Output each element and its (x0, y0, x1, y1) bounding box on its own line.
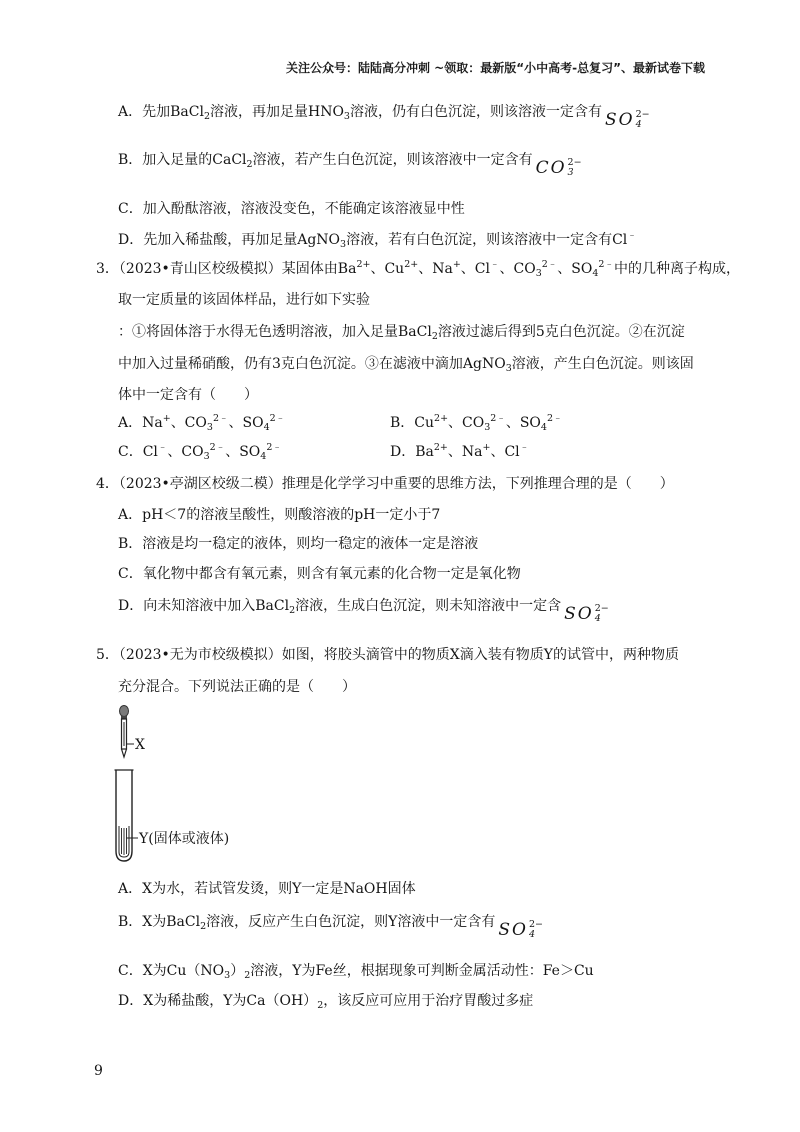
text-run: C．氧化物中都含有氧元素，则含有氧元素的化合物一定是氧化物 (118, 566, 521, 582)
text-run: 、CO (167, 444, 204, 460)
superscript: + (452, 259, 461, 270)
dropper-tip (122, 749, 127, 757)
ion-formula (536, 158, 582, 178)
q3-stem-line-3 (118, 323, 685, 341)
text-run: A．pH＜7的溶液呈酸性，则酸溶液的pH一定小于7 (118, 507, 441, 523)
text-run: C．Cl (118, 444, 158, 460)
text-run: 溶液，仍有白色沉淀，则该溶液一定含有 (349, 104, 602, 120)
text-run: B．Cu (390, 415, 435, 431)
text-run: 5．（2023•无为市校级模拟）如图，将胶头滴管中的物质X滴入装有物质Y的试管中，两种物质 (96, 647, 680, 663)
ion-symbol: SO (564, 604, 594, 624)
subscript: 3 (224, 970, 231, 981)
text-run: 中加入过量稀硝酸，仍有3克白色沉淀。③在滤液中滴加AgNO (118, 356, 506, 372)
ion-subscript: 4 (594, 613, 601, 624)
q3-option-c (118, 443, 282, 461)
q4-option-a (118, 506, 440, 524)
ion-script-stack (529, 920, 543, 940)
text-run: 中的几种离子构成， (613, 261, 740, 277)
text-run: 、Na (447, 444, 483, 460)
superscript: 2﹣ (490, 413, 506, 424)
q2-option-c (118, 200, 465, 218)
text-run: B．溶液是均一稳定的液体，则均一稳定的液体一定是溶液 (118, 536, 479, 552)
superscript: 2﹣ (269, 413, 286, 424)
subscript: 3 (484, 422, 491, 433)
q5-stem-line-1 (96, 646, 679, 664)
ion-charge: 2− (528, 919, 543, 930)
text-run: 溶液，若产生白色沉淀，则该溶液中一定含有 (252, 152, 533, 168)
header-notice: 关注公众号：陆陆高分冲刺 ~领取：最新版“小中高考-总复习”、最新试卷下载 (286, 61, 705, 75)
subscript: 2 (431, 331, 438, 342)
dropper-bulb (120, 706, 129, 717)
superscript: 2+ (356, 259, 371, 270)
superscript: ﹣ (489, 259, 500, 270)
superscript: + (162, 413, 171, 424)
subscript: 2 (244, 970, 251, 981)
text-run: 、Cl (460, 261, 490, 277)
text-run: 、SO (225, 444, 261, 460)
text-run: 4．（2023•亭湖区校级二模）推理是化学学习中重要的思维方法，下列推理合理的是（ ） (96, 476, 674, 492)
y-label: Y(固体或液体) (139, 831, 230, 847)
text-run: 、SO (228, 415, 264, 431)
q4-option-d (118, 597, 609, 624)
ion-script-stack (568, 158, 582, 178)
q3-option-b (390, 414, 563, 432)
subscript: 2 (289, 605, 296, 616)
superscript: 2﹣ (212, 413, 229, 424)
text-run: 体中一定含有（ ） (118, 387, 258, 403)
subscript: 4 (263, 422, 270, 433)
ion-formula (498, 920, 543, 940)
subscript: 4 (592, 268, 599, 279)
text-run: 、Cl (490, 444, 520, 460)
superscript: 2﹣ (598, 259, 614, 270)
q3-stem-line-2 (118, 291, 370, 309)
dropper-test-tube-figure (100, 700, 270, 870)
q4-option-c (118, 565, 521, 583)
text-run: 溶液，Y为Fe丝，根据现象可判断金属活动性：Fe＞Cu (250, 963, 594, 979)
text-run: 溶液过滤后得到5克白色沉淀。②在沉淀 (437, 324, 685, 340)
superscript: 2+ (404, 259, 419, 270)
q2-option-b (118, 151, 582, 178)
text-run: 溶液，产生白色沉淀。则该固 (511, 356, 694, 372)
text-run: ） (230, 963, 245, 979)
text-run: C．X为Cu（NO (118, 963, 225, 979)
superscript: ﹣ (519, 442, 530, 453)
q3-option-a (118, 414, 285, 432)
q3-option-d (390, 443, 529, 461)
subscript: 2 (317, 1000, 324, 1011)
superscript: 2+ (434, 413, 449, 424)
page-number: 9 (94, 1063, 103, 1079)
superscript: 2﹣ (541, 259, 558, 270)
q3-stem-line-5 (118, 386, 258, 404)
text-run: A．X为水，若试管发烫，则Y一定是NaOH固体 (118, 881, 416, 897)
ion-subscript: 4 (528, 929, 536, 940)
text-run: ：①将固体溶于水得无色透明溶液，加入足量BaCl (118, 324, 432, 340)
subscript: 2 (246, 159, 253, 170)
text-run: A．先加BaCl (118, 104, 204, 120)
text-run: 充分混合。下列说法正确的是（ ） (118, 679, 356, 695)
text-run: 取一定质量的该固体样品，进行如下实验 (118, 292, 370, 308)
ion-symbol: CO (535, 158, 567, 178)
q4-option-b (118, 535, 478, 553)
subscript: 3 (343, 111, 350, 122)
ion-charge: 2− (594, 603, 609, 614)
q5-option-c (118, 962, 594, 980)
text-run: 、CO (170, 415, 207, 431)
subscript: 3 (203, 451, 210, 462)
text-run: 、CO (448, 415, 485, 431)
ion-formula (605, 110, 650, 130)
subscript: 2 (200, 921, 207, 932)
text-run: B．加入足量的CaCl (118, 152, 247, 168)
subscript: 3 (206, 422, 213, 433)
superscript: 2﹣ (266, 442, 282, 453)
text-run: D．Ba (390, 444, 434, 460)
text-run: ，该反应可应用于治疗胃酸过多症 (323, 993, 534, 1009)
subscript: 2 (203, 111, 210, 122)
subscript: 4 (540, 422, 547, 433)
text-run: C．加入酚酞溶液，溶液没变色，不能确定该溶液显中性 (118, 201, 465, 217)
superscript: 2+ (433, 442, 448, 453)
x-label: X (135, 737, 145, 753)
text-run: D．X为稀盐酸，Y为Ca（OH） (118, 993, 318, 1009)
ion-symbol: SO (498, 920, 528, 940)
q5-stem-line-2 (118, 678, 356, 696)
q3-stem-line-1 (96, 260, 740, 278)
q4-stem (96, 475, 674, 493)
ion-formula (564, 604, 609, 624)
superscript: 2﹣ (209, 442, 226, 453)
text-run: D．向未知溶液中加入BaCl (118, 598, 290, 614)
superscript: ﹣ (157, 442, 168, 453)
text-run: 、Na (418, 261, 453, 277)
text-run: 溶液，再加足量HNO (209, 104, 344, 120)
text-run: 、Cu (370, 261, 405, 277)
superscript: 2﹣ (546, 413, 563, 424)
subscript: 4 (260, 451, 267, 462)
q5-option-d (118, 992, 533, 1010)
text-run: A．Na (118, 415, 163, 431)
ion-subscript: 4 (635, 119, 642, 130)
subscript: 3 (535, 268, 542, 279)
text-run: 3．（2023•青山区校级模拟）某固体由Ba (96, 261, 357, 277)
q2-option-d (118, 231, 637, 249)
text-run: 、SO (505, 415, 541, 431)
ion-symbol: SO (604, 110, 635, 130)
ion-charge: 2− (567, 157, 582, 168)
superscript: + (482, 442, 491, 453)
subscript: 3 (340, 239, 347, 250)
q5-option-a (118, 880, 416, 898)
text-run: 溶液，生成白色沉淀，则未知溶液中一定含 (295, 598, 562, 614)
text-run: 、SO (557, 261, 593, 277)
text-run: 溶液，反应产生白色沉淀，则Y溶液中一定含有 (206, 914, 496, 930)
superscript: ﹣ (627, 230, 637, 241)
q3-stem-line-4 (118, 355, 694, 373)
text-run: B．X为BaCl (118, 914, 201, 930)
q2-option-a (118, 103, 650, 130)
ion-charge: 2− (635, 109, 650, 120)
ion-script-stack (636, 110, 650, 130)
text-run: D．先加入稀盐酸，再加足量AgNO (118, 232, 341, 248)
ion-script-stack (595, 604, 609, 624)
q5-option-b (118, 913, 543, 940)
ion-subscript: 3 (567, 167, 574, 178)
subscript: 3 (505, 363, 512, 374)
text-run: 溶液，若有白色沉淀，则该溶液中一定含有Cl (346, 232, 628, 248)
text-run: 、CO (499, 261, 536, 277)
